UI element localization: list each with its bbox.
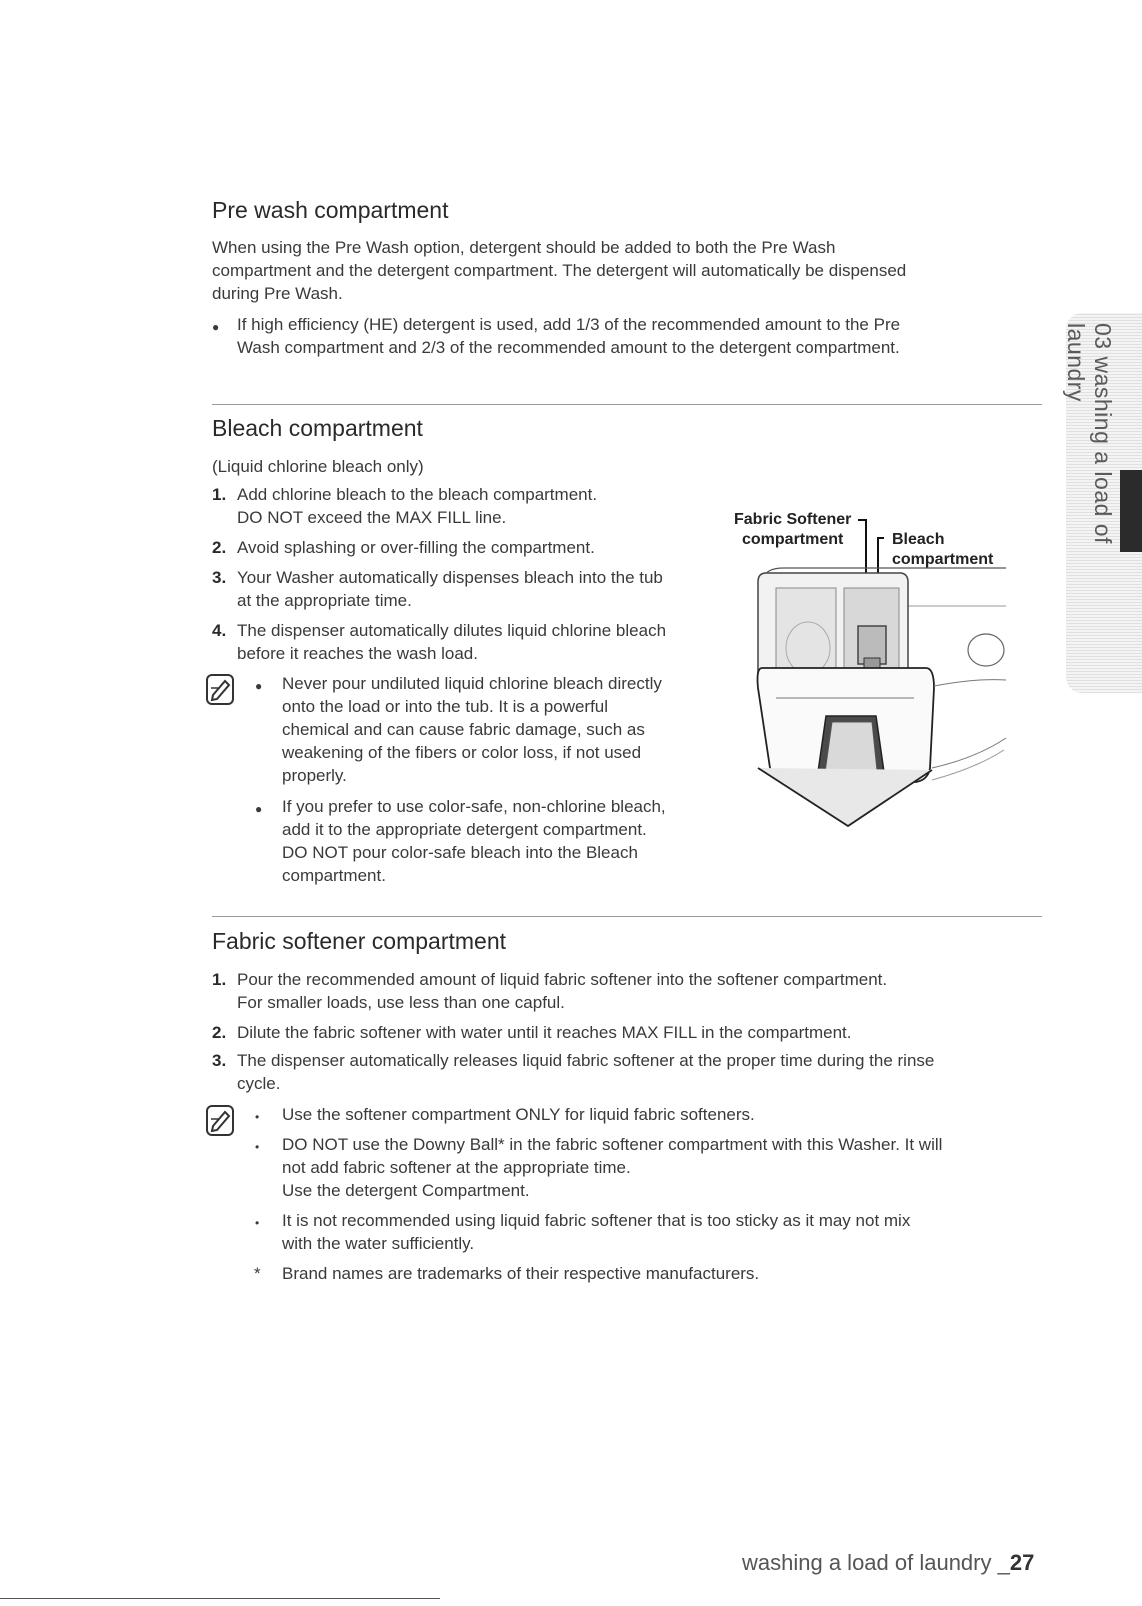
bullet-dot: • bbox=[255, 1110, 260, 1124]
softener-title: Fabric softener compartment bbox=[212, 928, 507, 954]
prewash-title: Pre wash compartment bbox=[212, 197, 449, 223]
step-number: 2. bbox=[212, 538, 227, 557]
bullet-dot: ● bbox=[255, 802, 263, 816]
bleach-label-line: compartment bbox=[892, 551, 994, 568]
note-line: with the water sufficiently. bbox=[282, 1234, 475, 1253]
note-line: not add fabric softener at the appropriate time. bbox=[282, 1158, 631, 1177]
step-line: before it reaches the wash load. bbox=[237, 644, 478, 663]
note-line: DO NOT pour color-safe bleach into the Bleach bbox=[282, 843, 638, 862]
step-line: Avoid splashing or over-filling the compartment. bbox=[237, 538, 595, 557]
note-line: add it to the appropriate detergent compartment. bbox=[282, 820, 647, 839]
bleach-label-line: Bleach bbox=[892, 531, 945, 548]
note-line: It is not recommended using liquid fabric softener that is too sticky as it may not mix bbox=[282, 1211, 911, 1230]
bleach-title: Bleach compartment bbox=[212, 415, 423, 441]
step-line: at the appropriate time. bbox=[237, 591, 412, 610]
dispenser-diagram bbox=[734, 511, 1036, 848]
step-line: The dispenser automatically dilutes liquid chlorine bleach bbox=[237, 621, 667, 640]
note-line: DO NOT use the Downy Ball* in the fabric softener compartment with this Washer. It will bbox=[282, 1135, 943, 1154]
page-number: 27 bbox=[1009, 1550, 1035, 1575]
page-footer bbox=[742, 1550, 1034, 1576]
section-divider bbox=[212, 916, 1042, 917]
note-line: compartment. bbox=[282, 866, 386, 885]
prewash-body-line: compartment and the detergent compartment. The detergent will automatically be dispensed bbox=[212, 261, 907, 280]
chapter-tab-label: 03 washing a load of laundry bbox=[1063, 323, 1116, 544]
bleach-subtitle: (Liquid chlorine bleach only) bbox=[212, 457, 424, 476]
step-number: 2. bbox=[212, 1023, 227, 1042]
step-line: DO NOT exceed the MAX FILL line. bbox=[237, 508, 507, 527]
note-icon bbox=[205, 673, 237, 707]
step-line: Pour the recommended amount of liquid fabric softener into the softener compartment. bbox=[237, 970, 888, 989]
prewash-body-line: during Pre Wash. bbox=[212, 284, 343, 303]
note-line: weakening of the fibers or color loss, if not used bbox=[282, 743, 642, 762]
note-line: Use the softener compartment ONLY for liquid fabric softeners. bbox=[282, 1105, 755, 1124]
dispenser-illustration bbox=[736, 518, 1036, 848]
bullet-dot: • bbox=[255, 1140, 260, 1154]
step-number: 4. bbox=[212, 621, 227, 640]
note-line: properly. bbox=[282, 766, 347, 785]
bullet-dot: ● bbox=[212, 320, 220, 334]
note-line: chemical and can cause fabric damage, such as bbox=[282, 720, 645, 739]
bullet-dot: • bbox=[255, 1216, 260, 1230]
fabric-softener-label-line: Fabric Softener bbox=[734, 511, 852, 528]
prewash-bullet-line: If high efficiency (HE) detergent is used, add 1/3 of the recommended amount to the Pre bbox=[237, 315, 901, 334]
step-line: Dilute the fabric softener with water until it reaches MAX FILL in the compartment. bbox=[237, 1023, 852, 1042]
prewash-body-line: When using the Pre Wash option, detergent should be added to both the Pre Wash bbox=[212, 238, 836, 257]
note-line: onto the load or into the tub. It is a powerful bbox=[282, 697, 609, 716]
prewash-bullet-line: Wash compartment and 2/3 of the recommended amount to the detergent compartment. bbox=[237, 338, 900, 357]
step-line: Add chlorine bleach to the bleach compartment. bbox=[237, 485, 598, 504]
note-line: If you prefer to use color-safe, non-chlorine bleach, bbox=[282, 797, 666, 816]
chapter-tab-marker bbox=[1120, 470, 1142, 552]
note-icon bbox=[205, 1104, 237, 1138]
step-number: 3. bbox=[212, 1051, 227, 1070]
section-divider bbox=[212, 404, 1042, 405]
bullet-dot: ● bbox=[255, 679, 263, 693]
asterisk-marker: * bbox=[254, 1264, 261, 1283]
prewash-body bbox=[212, 236, 1022, 305]
step-line: Your Washer automatically dispenses bleach into the tub bbox=[237, 568, 663, 587]
step-number: 1. bbox=[212, 970, 227, 989]
step-line: The dispenser automatically releases liquid fabric softener at the proper time during the rinse bbox=[237, 1051, 935, 1070]
step-line: For smaller loads, use less than one capful. bbox=[237, 993, 565, 1012]
footer-label: washing a load of laundry _ bbox=[742, 1550, 1010, 1575]
step-line: cycle. bbox=[237, 1074, 281, 1093]
note-line: Use the detergent Compartment. bbox=[282, 1181, 530, 1200]
step-number: 1. bbox=[212, 485, 227, 504]
step-number: 3. bbox=[212, 568, 227, 587]
note-line: Brand names are trademarks of their respective manufacturers. bbox=[282, 1264, 760, 1283]
bottom-edge-line bbox=[0, 1598, 440, 1599]
note-line: Never pour undiluted liquid chlorine bleach directly bbox=[282, 674, 662, 693]
fabric-softener-label-line: compartment bbox=[742, 531, 844, 548]
